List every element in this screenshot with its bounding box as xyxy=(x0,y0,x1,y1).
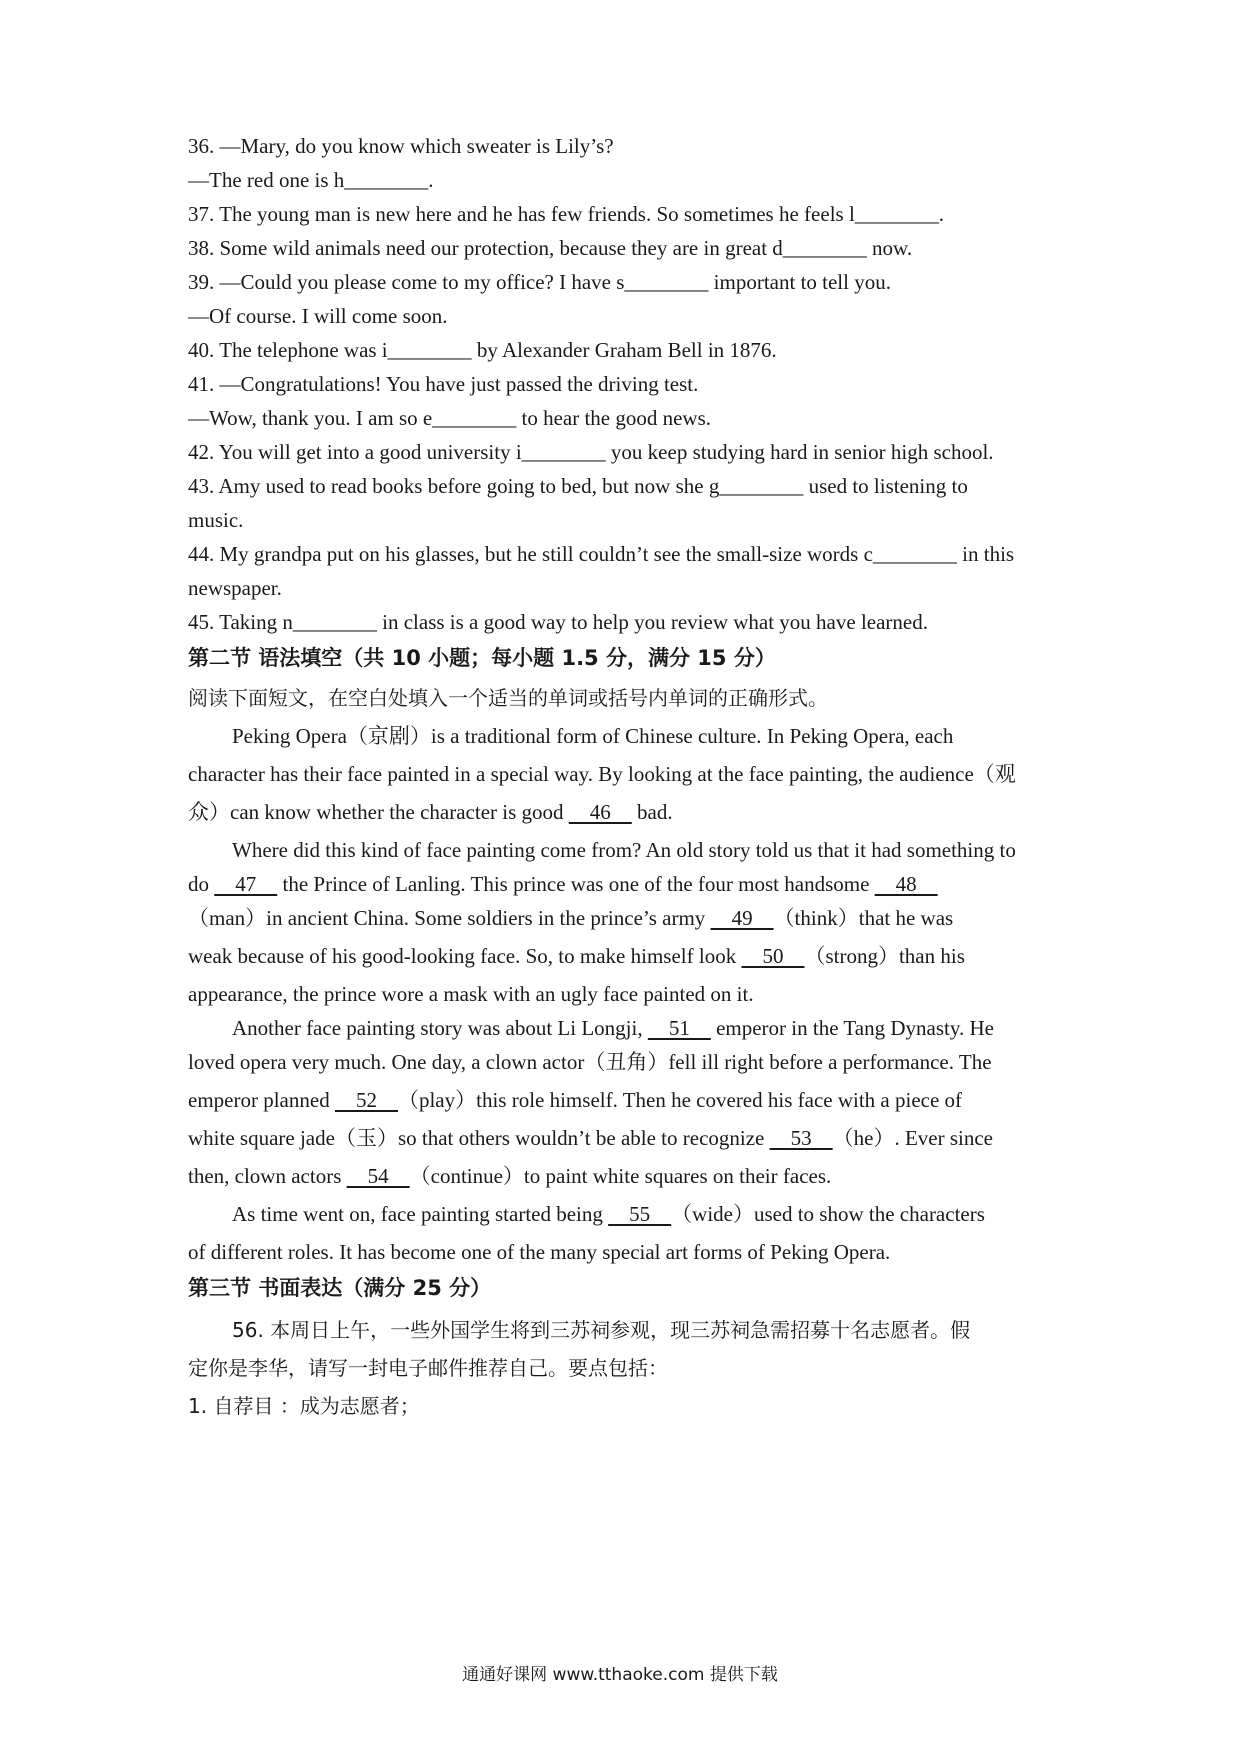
question-36-line-2: —The red one is h________. xyxy=(188,168,434,192)
question-42: 42. You will get into a good university i________ you keep studying hard in senior high school. xyxy=(188,440,994,464)
passage-p3-line-3: emperor planned 52 （play）this role himself. Then he covered his face with a piece of xyxy=(188,1088,963,1112)
blank-46[interactable]: 46 xyxy=(568,800,632,824)
question-38: 38. Some wild animals need our protection, because they are in great d________ now. xyxy=(188,236,913,260)
question-44-line-2: newspaper. xyxy=(188,576,282,600)
question-56-line-1: 56. 本周日上午，一些外国学生将到三苏祠参观，现三苏祠急需招募十名志愿者。假 xyxy=(232,1318,971,1342)
passage-p1-line-1: Peking Opera（京剧）is a traditional form of Chinese culture. In Peking Opera, each xyxy=(232,724,954,748)
passage-p4-line-2: of different roles. It has become one of the many special art forms of Peking Opera. xyxy=(188,1240,891,1264)
section-2-heading: 第二节 语法填空（共 10 小题；每小题 1.5 分，满分 15 分） xyxy=(188,646,776,670)
question-36-line-1: 36. —Mary, do you know which sweater is Lily’s? xyxy=(188,134,614,158)
passage-p2-line-1: Where did this kind of face painting come from? An old story told us that it had something to xyxy=(232,838,1016,862)
question-43-line-1: 43. Amy used to read books before going to bed, but now she g________ used to listening to xyxy=(188,474,968,498)
question-39-line-2: —Of course. I will come soon. xyxy=(188,304,448,328)
question-39-line-1: 39. —Could you please come to my office? I have s________ important to tell you. xyxy=(188,270,891,294)
blank-54[interactable]: 54 xyxy=(346,1164,410,1188)
passage-p3-line-2: loved opera very much. One day, a clown actor（丑角）fell ill right before a performance. The xyxy=(188,1050,992,1074)
passage-p2-line-5: appearance, the prince wore a mask with an ugly face painted on it. xyxy=(188,982,754,1006)
question-43-line-2: music. xyxy=(188,508,244,532)
blank-47[interactable]: 47 xyxy=(214,872,278,896)
section-2-instruction: 阅读下面短文，在空白处填入一个适当的单词或括号内单词的正确形式。 xyxy=(188,686,828,710)
passage-p4-line-1: As time went on, face painting started being 55 （wide）used to show the characters xyxy=(232,1202,985,1226)
passage-p3-line-5: then, clown actors 54 （continue）to paint white squares on their faces. xyxy=(188,1164,832,1188)
question-56-line-2: 定你是李华，请写一封电子邮件推荐自己。要点包括： xyxy=(188,1356,668,1380)
question-41-line-2: —Wow, thank you. I am so e________ to hear the good news. xyxy=(188,406,712,430)
passage-p2-line-4: weak because of his good-looking face. So, to make himself look 50 （strong）than his xyxy=(188,944,965,968)
blank-55[interactable]: 55 xyxy=(608,1202,672,1226)
blank-53[interactable]: 53 xyxy=(769,1126,833,1150)
question-37: 37. The young man is new here and he has few friends. So sometimes he feels l________. xyxy=(188,202,945,226)
passage-p1-line-2: character has their face painted in a special way. By looking at the face painting, the audience（观 xyxy=(188,762,1016,786)
passage-p3-line-1: Another face painting story was about Li Longji, 51 emperor in the Tang Dynasty. He xyxy=(232,1016,994,1040)
passage-p1-line-3: 众）can know whether the character is good 46 bad. xyxy=(188,800,673,824)
passage-p3-line-4: white square jade（玉）so that others wouldn’t be able to recognize 53 （he）. Ever since xyxy=(188,1126,993,1150)
section-3-heading: 第三节 书面表达（满分 25 分） xyxy=(188,1276,492,1300)
blank-52[interactable]: 52 xyxy=(334,1088,398,1112)
question-41-line-1: 41. —Congratulations! You have just passed the driving test. xyxy=(188,372,699,396)
page-footer: 通通好课网 www.tthaoke.com 提供下载 xyxy=(462,1665,778,1685)
passage-p2-line-3: （man）in ancient China. Some soldiers in the prince’s army 49 （think）that he was xyxy=(188,906,954,930)
blank-51[interactable]: 51 xyxy=(647,1016,711,1040)
blank-48[interactable]: 48 xyxy=(874,872,938,896)
blank-49[interactable]: 49 xyxy=(710,906,774,930)
passage-p2-line-2: do 47 the Prince of Lanling. This prince was one of the four most handsome 48 xyxy=(188,872,938,896)
blank-50[interactable]: 50 xyxy=(741,944,805,968)
question-56-point-1: 1. 自荐目 ：成为志愿者； xyxy=(188,1394,420,1418)
question-45: 45. Taking n________ in class is a good way to help you review what you have learned. xyxy=(188,610,928,634)
question-44-line-1: 44. My grandpa put on his glasses, but he still couldn’t see the small-size words c________ in this xyxy=(188,542,1015,566)
question-40: 40. The telephone was i________ by Alexander Graham Bell in 1876. xyxy=(188,338,777,362)
